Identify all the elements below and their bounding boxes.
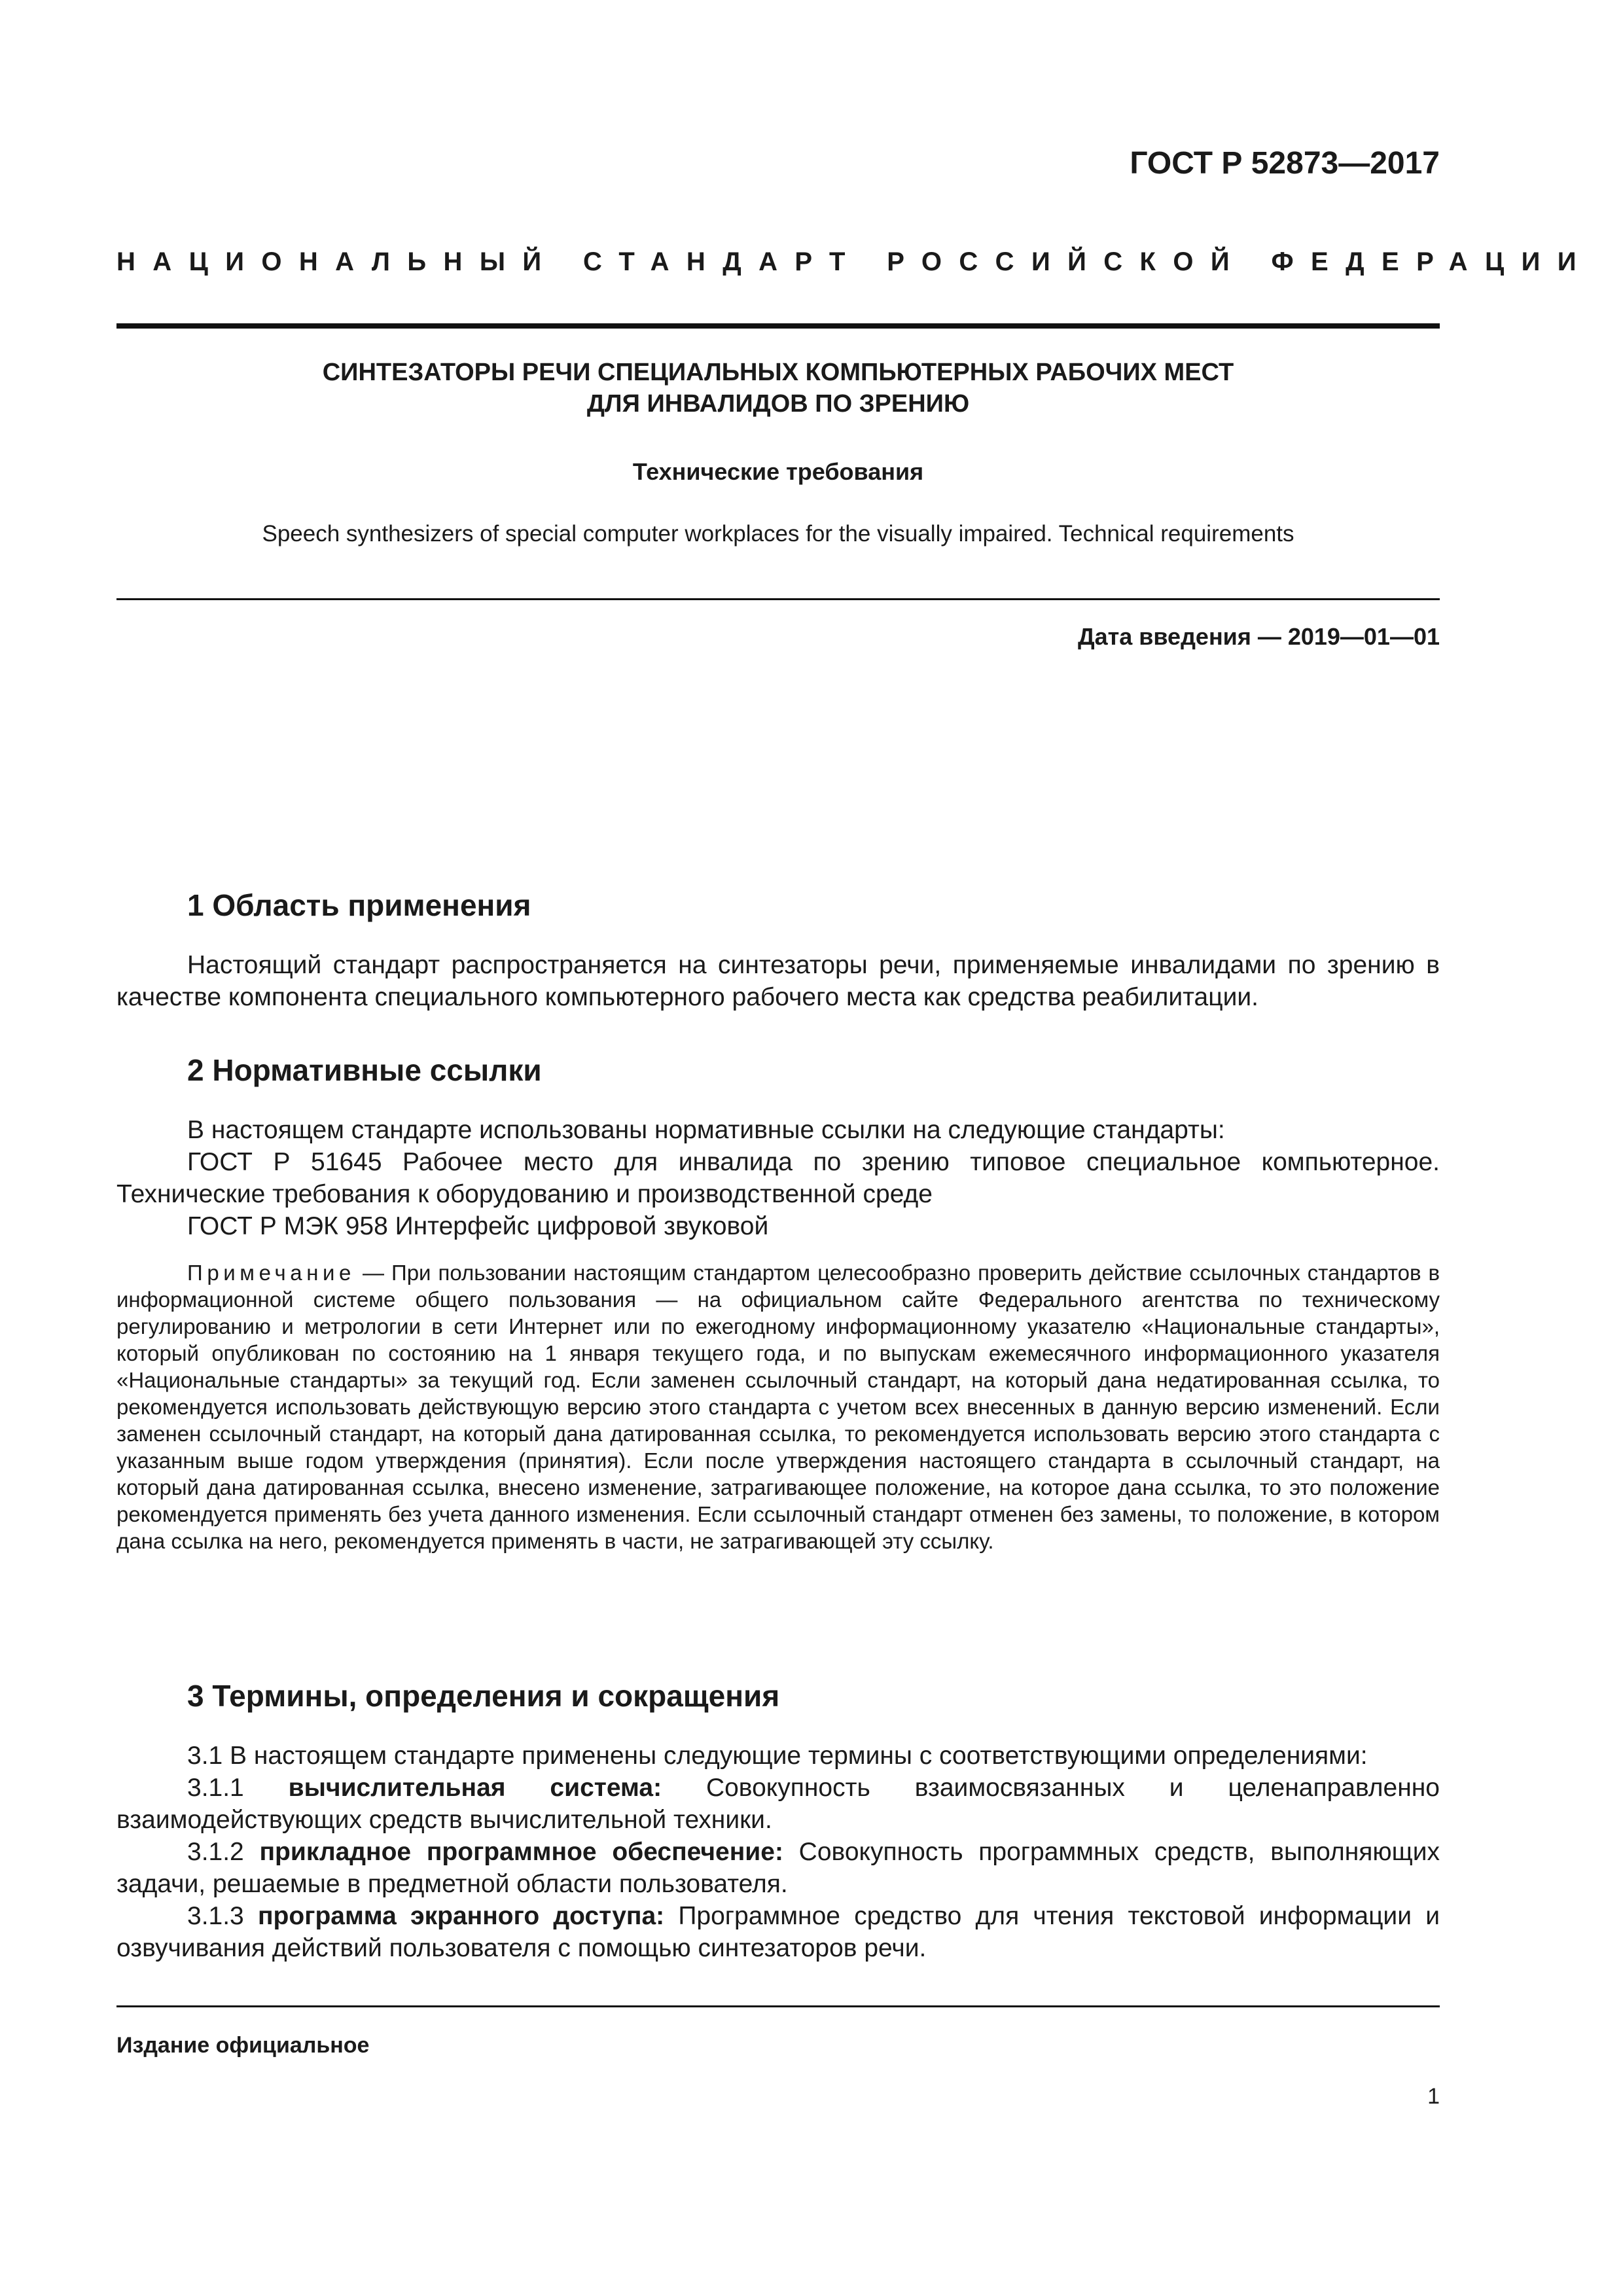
section-3-heading: 3 Термины, определения и сокращения bbox=[187, 1679, 780, 1713]
term-definition bbox=[116, 1836, 1440, 1900]
term-name: программа экранного доступа: bbox=[258, 1902, 665, 1930]
english-title: Speech synthesizers of special computer workplaces for the visually impaired. Technical requirements bbox=[262, 521, 1294, 547]
note-label: Примечание bbox=[187, 1261, 356, 1285]
section-3-intro: 3.1 В настоящем стандарте применены следующие термины с соответствующими определениями: bbox=[187, 1742, 1368, 1770]
term-definition-text: Программное средство для чтения текстовой информации и озвучивания действий пользователя с помощью синтезаторов речи. bbox=[116, 1902, 1440, 1962]
page-number: 1 bbox=[1427, 2084, 1440, 2109]
national-standard-banner: НАЦИОНАЛЬНЫЙ СТАНДАРТ РОССИЙСКОЙ ФЕДЕРАЦИИ bbox=[116, 247, 1594, 276]
term-definition-text: Совокупность программных средств, выполняющих задачи, решаемые в предметной области пользователя. bbox=[116, 1838, 1440, 1898]
section-2-body bbox=[116, 1114, 1440, 1242]
section-2-note bbox=[116, 1259, 1440, 1554]
reference-item: ГОСТ Р МЭК 958 Интерфейс цифровой звуковой bbox=[187, 1212, 769, 1240]
reference-item: ГОСТ Р 51645 Рабочее место для инвалида по зрению типовое специальное компьютерное. Технические требования к оборудованию и производственной среде bbox=[116, 1148, 1440, 1208]
term-name: прикладное программное обеспечение: bbox=[259, 1838, 783, 1866]
term-number: 3.1.2 bbox=[187, 1838, 260, 1866]
term-number: 3.1.3 bbox=[187, 1902, 258, 1930]
introduction-date: Дата введения — 2019—01—01 bbox=[1077, 623, 1440, 650]
footer-rule bbox=[116, 2005, 1440, 2007]
header-rule bbox=[116, 323, 1440, 329]
section-1-heading: 1 Область применения bbox=[187, 888, 531, 922]
standard-subtitle: Технические требования bbox=[632, 458, 924, 485]
document-designation: ГОСТ Р 52873—2017 bbox=[1130, 146, 1440, 181]
section-1-body bbox=[116, 949, 1440, 1013]
official-edition-label: Издание официальное bbox=[116, 2033, 370, 2058]
section-2-heading: 2 Нормативные ссылки bbox=[187, 1053, 542, 1087]
term-definition bbox=[116, 1772, 1440, 1836]
section-1-paragraph: Настоящий стандарт распространяется на синтезаторы речи, применяемые инвалидами по зрению в качестве компонента специального компьютерного рабочего места как средства реабилитации. bbox=[116, 951, 1440, 1011]
title-rule bbox=[116, 598, 1440, 600]
section-3-body bbox=[116, 1740, 1440, 1964]
term-number: 3.1.1 bbox=[187, 1774, 289, 1802]
term-definition bbox=[116, 1900, 1440, 1964]
standard-title-line2: ДЛЯ ИНВАЛИДОВ ПО ЗРЕНИЮ bbox=[586, 390, 970, 418]
section-2-intro: В настоящем стандарте использованы нормативные ссылки на следующие стандарты: bbox=[187, 1116, 1225, 1144]
standard-title-line1: СИНТЕЗАТОРЫ РЕЧИ СПЕЦИАЛЬНЫХ КОМПЬЮТЕРНЫХ РАБОЧИХ МЕСТ bbox=[322, 359, 1234, 386]
note-text: — При пользовании настоящим стандартом целесообразно проверить действие ссылочных стандартов в информационной системе общего пользования — на официальном сайте Федерального агентства по техническому регулированию и метрологии в сети Интернет или по ежегодному информационному указателю «Национальные стандарты», который опубликован по состоянию на 1 января текущего года, и по выпускам ежемесячного информационного указателя «Национальные стандарты» за текущий год. Если заменен ссылочный стандарт, на который дана недатированная ссылка, то рекомендуется использовать действующую версию этого стандарта с учетом всех внесенных в данную версию изменений. Если заменен ссылочный стандарт, на который дана датированная ссылка, то рекомендуется использовать версию этого стандарта с указанным выше годом утверждения (принятия). Если после утверждения настоящего стандарта в ссылочный стандарт, на который дана датированная ссылка, внесено изменение, затрагивающее положение, на которое дана ссылка, то это положение рекомендуется применять без учета данного изменения. Если ссылочный стандарт отменен без замены, то положение, в котором дана ссылка на него, рекомендуется применять в части, не затрагивающей эту ссылку. bbox=[116, 1261, 1440, 1553]
note-paragraph bbox=[116, 1259, 1440, 1554]
term-name: вычислительная система: bbox=[288, 1774, 662, 1802]
term-definition-text: Совокупность взаимосвязанных и целенаправленно взаимодействующих средств вычислительной техники. bbox=[116, 1774, 1440, 1834]
